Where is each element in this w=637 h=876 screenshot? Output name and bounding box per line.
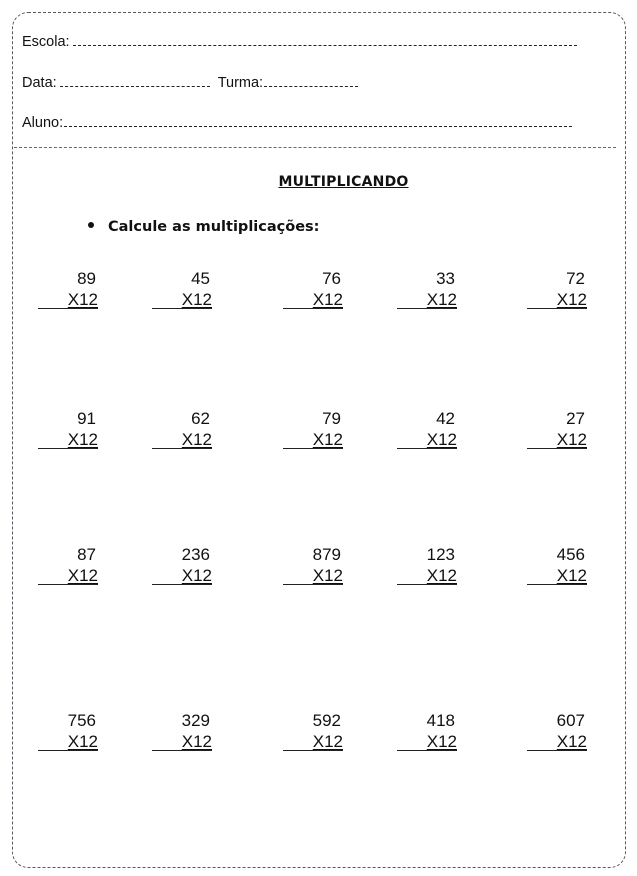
multiplier: X12 (312, 566, 343, 585)
multiplier-line (152, 429, 212, 450)
multiplier: X12 (181, 566, 212, 585)
multiplicand: 45 (191, 269, 210, 288)
school-blank[interactable] (73, 44, 577, 46)
multiplicand: 87 (77, 545, 96, 564)
multiplier-line (283, 289, 343, 310)
multiplier-line (38, 289, 98, 310)
multiplication-problem (397, 544, 457, 586)
multiplicand: 756 (67, 711, 96, 730)
multiplier: X12 (67, 732, 98, 751)
multiplicand: 27 (566, 409, 585, 428)
multiplier-line (397, 565, 457, 586)
header-divider (14, 147, 616, 148)
instruction: Calcule as multiplicações: (88, 219, 319, 235)
multiplier: X12 (556, 430, 587, 449)
answer-line (397, 584, 457, 585)
multiplier-line (152, 565, 212, 586)
answer-line (38, 448, 98, 449)
answer-line (527, 448, 587, 449)
student-blank[interactable] (64, 125, 572, 127)
answer-line (152, 308, 212, 309)
answer-line (527, 584, 587, 585)
multiplication-problem (283, 710, 343, 752)
multiplier-line (152, 289, 212, 310)
multiplier-line (397, 429, 457, 450)
multiplier: X12 (556, 732, 587, 751)
multiplicand: 456 (556, 545, 585, 564)
multiplier: X12 (312, 290, 343, 309)
multiplication-problem (38, 544, 98, 586)
multiplier-line (152, 731, 212, 752)
multiplication-problem (527, 544, 587, 586)
multiplication-problem (283, 268, 343, 310)
multiplier: X12 (67, 430, 98, 449)
multiplicand: 76 (322, 269, 341, 288)
student-field (22, 115, 572, 131)
multiplier-line (38, 731, 98, 752)
multiplicand: 236 (181, 545, 210, 564)
date-field (22, 75, 358, 91)
multiplier: X12 (426, 290, 457, 309)
multiplier: X12 (312, 430, 343, 449)
multiplication-problem (527, 408, 587, 450)
multiplication-problem (152, 408, 212, 450)
answer-line (397, 308, 457, 309)
multiplicand: 79 (322, 409, 341, 428)
multiplicand: 89 (77, 269, 96, 288)
multiplicand: 123 (426, 545, 455, 564)
multiplication-problem (38, 710, 98, 752)
multiplier: X12 (556, 290, 587, 309)
multiplier: X12 (426, 430, 457, 449)
multiplier: X12 (181, 430, 212, 449)
multiplier-line (527, 731, 587, 752)
multiplier-line (283, 731, 343, 752)
multiplicand: 329 (181, 711, 210, 730)
answer-line (152, 750, 212, 751)
answer-line (527, 750, 587, 751)
school-label: Escola: (22, 34, 70, 50)
answer-line (527, 308, 587, 309)
multiplication-problem (152, 710, 212, 752)
multiplication-problem (38, 408, 98, 450)
multiplicand: 42 (436, 409, 455, 428)
answer-line (38, 584, 98, 585)
multiplication-problem (152, 268, 212, 310)
multiplier-line (527, 565, 587, 586)
bullet-icon (88, 222, 94, 228)
multiplication-problem (527, 268, 587, 310)
date-label: Data: (22, 75, 57, 91)
answer-line (283, 448, 343, 449)
multiplicand: 33 (436, 269, 455, 288)
multiplication-problem (397, 268, 457, 310)
multiplier-line (527, 429, 587, 450)
multiplicand: 72 (566, 269, 585, 288)
multiplier: X12 (426, 566, 457, 585)
multiplication-problem (38, 268, 98, 310)
multiplication-problem (283, 544, 343, 586)
multiplier: X12 (181, 290, 212, 309)
multiplier: X12 (556, 566, 587, 585)
multiplicand: 592 (312, 711, 341, 730)
multiplication-problem (283, 408, 343, 450)
multiplier-line (397, 289, 457, 310)
multiplier-line (283, 429, 343, 450)
multiplication-problem (527, 710, 587, 752)
answer-line (283, 308, 343, 309)
multiplier-line (38, 429, 98, 450)
multiplier-line (283, 565, 343, 586)
answer-line (283, 750, 343, 751)
answer-line (397, 448, 457, 449)
answer-line (38, 308, 98, 309)
class-blank[interactable] (264, 85, 358, 87)
multiplicand: 879 (312, 545, 341, 564)
answer-line (152, 584, 212, 585)
multiplicand: 62 (191, 409, 210, 428)
multiplicand: 91 (77, 409, 96, 428)
multiplier: X12 (67, 290, 98, 309)
worksheet-title: MULTIPLICANDO (278, 174, 409, 190)
multiplicand: 607 (556, 711, 585, 730)
multiplier-line (38, 565, 98, 586)
answer-line (152, 448, 212, 449)
multiplier: X12 (181, 732, 212, 751)
class-label: Turma: (217, 75, 264, 91)
answer-line (397, 750, 457, 751)
multiplier: X12 (426, 732, 457, 751)
school-field (22, 34, 577, 50)
multiplier-line (397, 731, 457, 752)
answer-line (38, 750, 98, 751)
answer-line (283, 584, 343, 585)
multiplier: X12 (312, 732, 343, 751)
multiplier-line (527, 289, 587, 310)
multiplier: X12 (67, 566, 98, 585)
multiplication-problem (397, 408, 457, 450)
multiplication-problem (152, 544, 212, 586)
multiplicand: 418 (426, 711, 455, 730)
date-blank[interactable] (60, 85, 210, 87)
multiplication-problem (397, 710, 457, 752)
student-label: Aluno: (22, 115, 64, 131)
